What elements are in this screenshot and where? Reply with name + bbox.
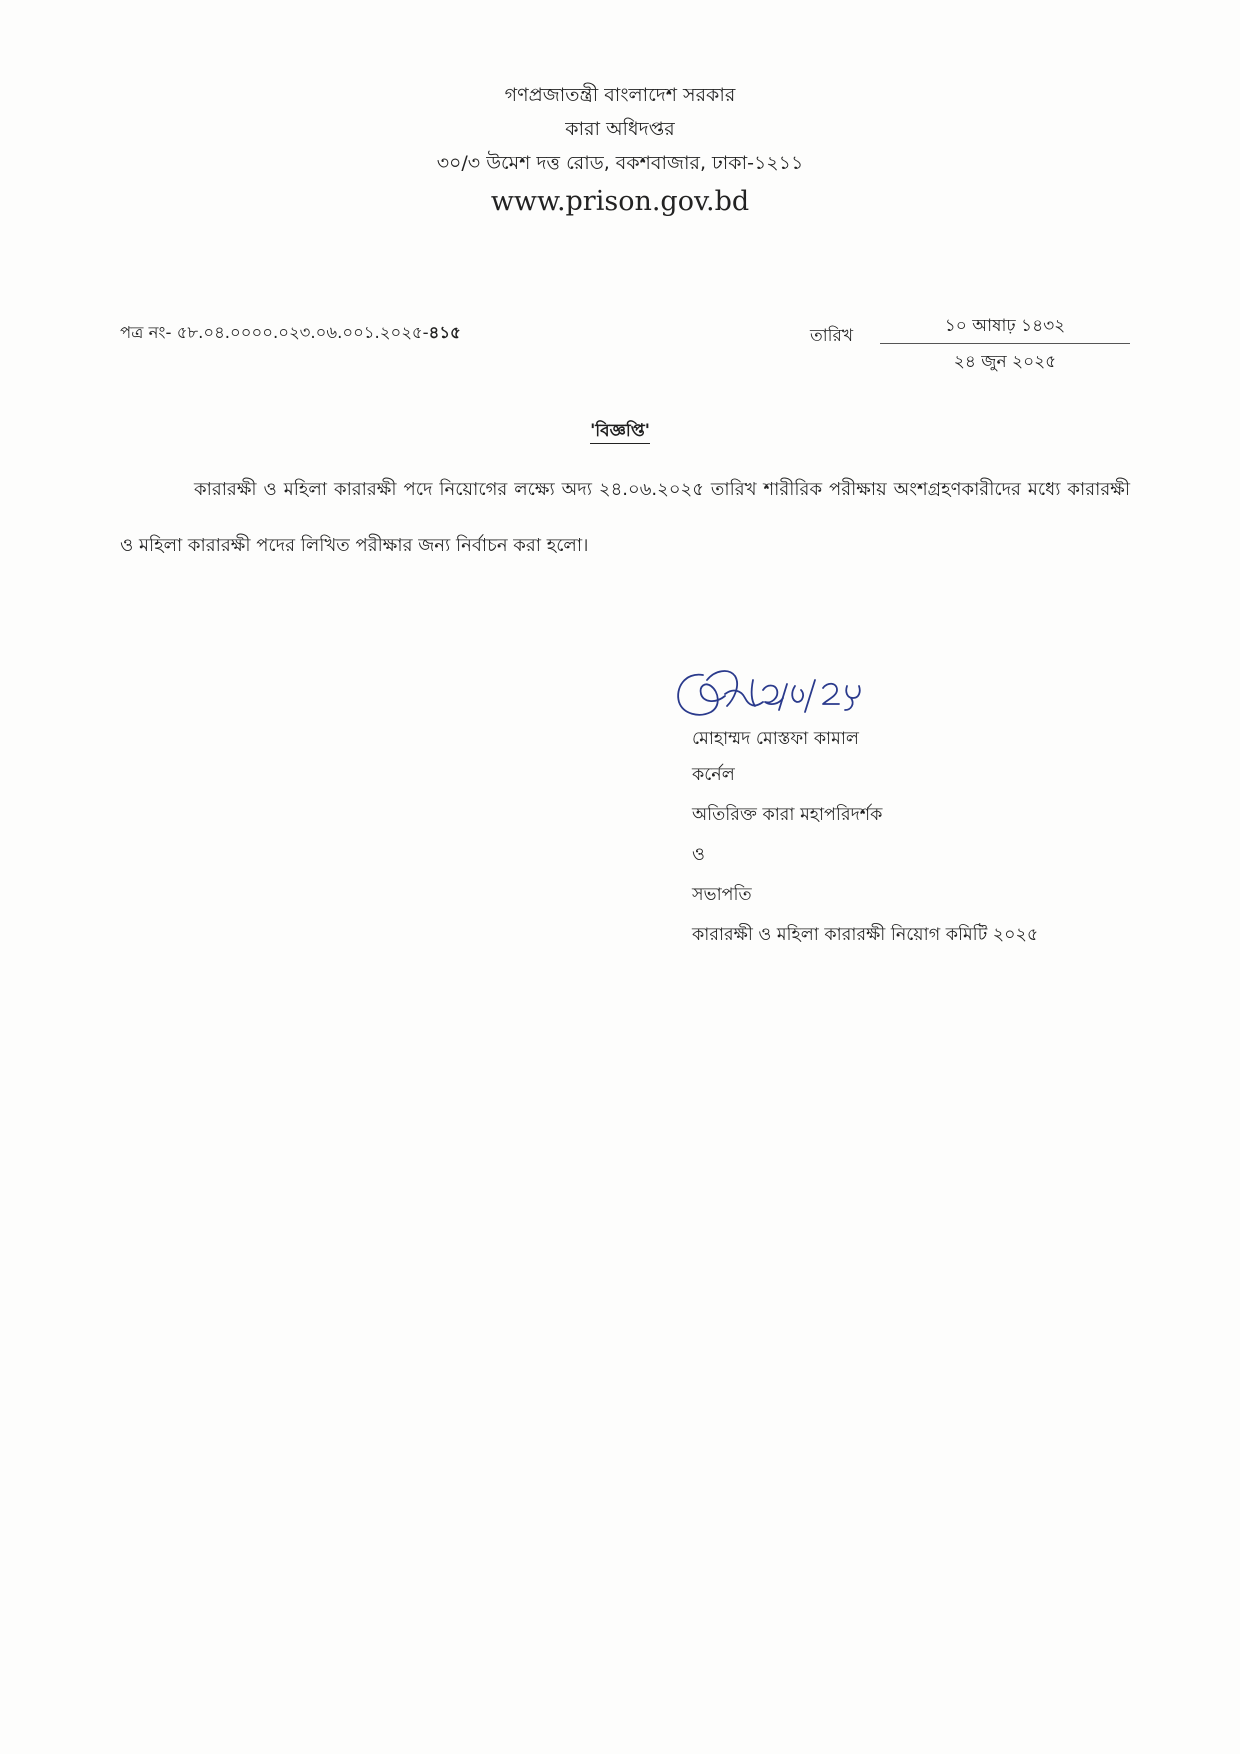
- committee-name: কারারক্ষী ও মহিলা কারারক্ষী নিয়োগ কমিটি ২০২৫: [692, 925, 1039, 945]
- signatory-name: মোহাম্মদ মোস্তফা কামাল: [692, 729, 859, 749]
- office-address: ৩০/৩ উমেশ দত্ত রোড, বকশবাজার, ঢাকা-১২১১: [436, 152, 804, 174]
- notice-title-text: 'বিজ্ঞপ্তি': [590, 421, 650, 444]
- signatory-role: সভাপতি: [692, 885, 752, 905]
- government-name: গণপ্রজাতন্ত্রী বাংলাদেশ সরকার: [504, 84, 736, 106]
- date-block: [810, 313, 1130, 383]
- memo-number: [120, 320, 461, 347]
- memo-prefix: পত্র নং- ৫৮.০৪.০০০০.০২৩.০৬.০০১.২০২৫-: [120, 323, 429, 342]
- signatory-rank: কর্নেল: [692, 765, 735, 785]
- memo-serial: ৪১৫: [428, 323, 461, 342]
- signatory-designation: অতিরিক্ত কারা মহাপরিদর্শক: [692, 805, 883, 825]
- department-name: কারা অধিদপ্তর: [565, 118, 675, 140]
- notice-body: কারারক্ষী ও মহিলা কারারক্ষী পদে নিয়োগের লক্ষ্যে অদ্য ২৪.০৬.২০২৫ তারিখ শারীরিক পরীক্ষায় অংশগ্রহণকারীদের মধ্যে কারারক্ষী ও মহিলা কারারক্ষী পদের লিখিত পরীক্ষার জন্য নির্বাচন করা হলো।: [120, 479, 1130, 556]
- letterhead: [0, 78, 1240, 222]
- date-label: তারিখ: [810, 326, 854, 346]
- date-gregorian: ২৪ জুন ২০২৫: [953, 352, 1057, 372]
- date-values: [880, 313, 1130, 376]
- website-link[interactable]: www.prison.gov.bd: [490, 186, 750, 217]
- signatory-block: [692, 723, 1038, 955]
- date-bangla-calendar: ১০ আষাঢ় ১৪৩২: [880, 313, 1130, 344]
- notice-title: [0, 418, 1240, 446]
- signatory-conjunction: ও: [692, 845, 705, 865]
